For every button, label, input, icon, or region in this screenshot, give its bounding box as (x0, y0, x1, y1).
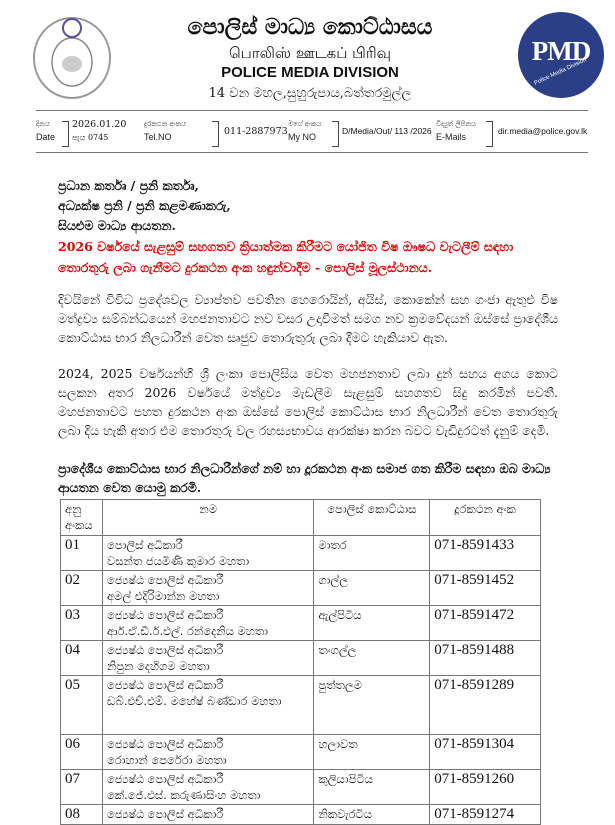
tel-value: 011-2887973 (224, 126, 288, 137)
header-rule-top (36, 110, 588, 111)
row-number: 06 (61, 735, 103, 770)
police-division: ඇල්පිටිය (314, 606, 430, 641)
police-division: තංගල්ල (314, 641, 430, 676)
table-row (61, 571, 541, 606)
closing-paragraph: ප්‍රාදේශීය කොට්ඨාස භාර නිලධාරීන්ගේ නම් හා දූරකථන අංක සමාජ ගත කිරීම සඳහා ඔබ මාධ්‍ය ආයතන වෙත යොමු කරමි. (58, 461, 551, 495)
pmd-logo (518, 12, 604, 98)
title-tamil: பொலிஸ் ஊடகப் பிரிவு (228, 44, 391, 62)
table-row (61, 536, 541, 571)
date-label: දිනය Date (36, 121, 56, 142)
tel-label: දුරකථන අංකය Tel.NO (144, 121, 187, 142)
phone-number: 071-8591289 (430, 676, 541, 735)
table-row (61, 770, 541, 805)
header-phone: දූරකථන අංක (430, 500, 541, 536)
officer-name: ජ්‍යෙෂ්ඨ පොලිස් අධිකාරී රොහාන් පෙරේරා මහතා (102, 735, 313, 770)
officer-name: ජ්‍යෙෂ්ඨ පොලිස් අධිකාරී (102, 805, 313, 825)
pmd-logo-subtext: Police Media Division (533, 56, 589, 87)
row-number: 03 (61, 606, 103, 641)
officer-name: ජ්‍යෙෂ්ඨ පොලිස් අධිකාරී ඩබ්.එච්.එම්. මහේෂ් බණ්ඩාර මහතා (102, 676, 313, 735)
paragraph-1: දිවයිනේ විවිධ ප්‍රදේශවල ව්‍යාප්තව පවතින හෙරොයින්, අයිස්, කොකේන් සහ ගංජා ඇතුළු විෂ මත්ද්‍රව්‍ය සම්බන්ධයෙන් මහජනතාවට නව වසර උදාවීමත් සමග නව ක්‍රමවේදයන් ඔස්සේ ප්‍රාදේශීය කොට්ඨාස භාර නිලධාරීන් වෙත සෘජුව තොරුතුරු ලබා දීමට හැකියාව ඇත. (58, 292, 558, 345)
header-rule-bottom (36, 152, 588, 153)
title-english: POLICE MEDIA DIVISION (221, 64, 399, 81)
reference-row (36, 118, 588, 150)
subject: 2026 වර්ෂයේ සැළසුම් සහගතව ක්‍රියාත්මක කිරීමට යෝජිත විෂ ඖෂධ වැටලීම් සඳහා තොරතුරු ලබා ගැනීමට දුරකථන අංක හඳුන්වාදීම - පොලිස් මූලස්ථානය. (58, 239, 514, 275)
my-no-value: D/Media/Out/ 113 /2026 (342, 126, 432, 136)
phone-number: 071-8591472 (430, 606, 541, 641)
officer-name: ජ්‍යෙෂ්ඨ පොලිස් අධිකාරී නිපුන දෙහිගම මහතා (102, 641, 313, 676)
addressees (58, 176, 558, 236)
header-division: පොලිස් කොට්ඨාස (314, 500, 430, 536)
address: 14 වන මහල,සුහුරුපාය,බත්තරමුල්ල (208, 86, 412, 101)
table-row (61, 641, 541, 676)
table-header-row (61, 500, 541, 536)
phone-number: 071-8591304 (430, 735, 541, 770)
police-division: නිකවැරටිය (314, 805, 430, 825)
row-number: 05 (61, 676, 103, 735)
my-no-label: මගේ අංකය My NO (288, 121, 322, 142)
row-number: 08 (61, 805, 103, 825)
police-division: ගාල්ල (314, 571, 430, 606)
phone-number: 071-8591433 (430, 536, 541, 571)
officer-name: ජ්‍යෙෂ්ඨ පොලිස් අධිකාරී කේ.ජේ.එස්. කරුණාසිංහ මහතා (102, 770, 313, 805)
header-no: අනු අංකය (61, 500, 103, 536)
officers-table (60, 499, 541, 825)
officer-name: පොලිස් අධිකාරී වසන්ත ජයමිණි කුමාර මහතා (102, 536, 313, 571)
row-number: 02 (61, 571, 103, 606)
table-row (61, 676, 541, 735)
police-division: හලාවත (314, 735, 430, 770)
police-division: මාතර (314, 536, 430, 571)
police-emblem-logo (30, 8, 114, 100)
row-number: 07 (61, 770, 103, 805)
pmd-logo-text: PMD (531, 35, 591, 66)
table-row (61, 606, 541, 641)
police-division: කුලියාපිටිය (314, 770, 430, 805)
addressee-line: අධ්‍යක්ෂ ප්‍රනි / ප්‍රනි කළමණාකරු, (58, 198, 231, 213)
phone-number: 071-8591452 (430, 571, 541, 606)
title-sinhala: පොලිස් මාධ්‍ය කොට්ඨාසය (187, 14, 433, 40)
row-number: 04 (61, 641, 103, 676)
police-division: පුත්තලම (314, 676, 430, 735)
header-name: නම (102, 500, 313, 536)
addressee-line: ප්‍රධාන කර්තෘ / ප්‍රනි කර්තෘ, (58, 178, 199, 193)
date-value: 2026.01.20 පැය 0745 (72, 119, 127, 142)
table-row (61, 805, 541, 825)
addressee-line: සියළුම මාධ්‍ය ආයතන. (58, 218, 176, 233)
phone-number: 071-8591260 (430, 770, 541, 805)
officer-name: ජ්‍යෙෂ්ඨ පොලිස් අධිකාරී අමල් එදිරිමාන්න මහතා (102, 571, 313, 606)
email-link[interactable]: dir.media@police.gov.lk (498, 126, 588, 136)
phone-number: 071-8591488 (430, 641, 541, 676)
phone-number: 071-8591274 (430, 805, 541, 825)
officer-name: ජ්‍යෙෂ්ඨ පොලිස් අධිකාරී ආර්.ඒ.ඩී.ර්.එල්. රන්දෙනිය මහතා (102, 606, 313, 641)
table-row (61, 735, 541, 770)
paragraph-2: 2024, 2025 වර්ෂයන්හි ශ්‍රී ලංකා පොලිසිය වෙත මහජනතාව ලබා දුන් සහය අගය කොට සලකන අතර 2026 වර්ෂයේ මත්ද්‍රව්‍ය මැඩලීම සැළසුම් සහගතව සිදු කරමින් පවතී. මහජනතාවට පහත දුරකථන අංක ඔස්සේ පොලිස් කොට්ඨාස භාර නිලධාරීන් වෙත තොරතුරු ලබා දිය හැකි අතර එම තොරතුරු වල රහස්‍යභාවය ආරක්ෂා කරන බවට වැඩිදුරටත් දැනුම් දෙමි. (58, 366, 558, 438)
row-number: 01 (61, 536, 103, 571)
email-label: විද්‍යුත් ලිපිනය E-Mails (436, 121, 477, 142)
